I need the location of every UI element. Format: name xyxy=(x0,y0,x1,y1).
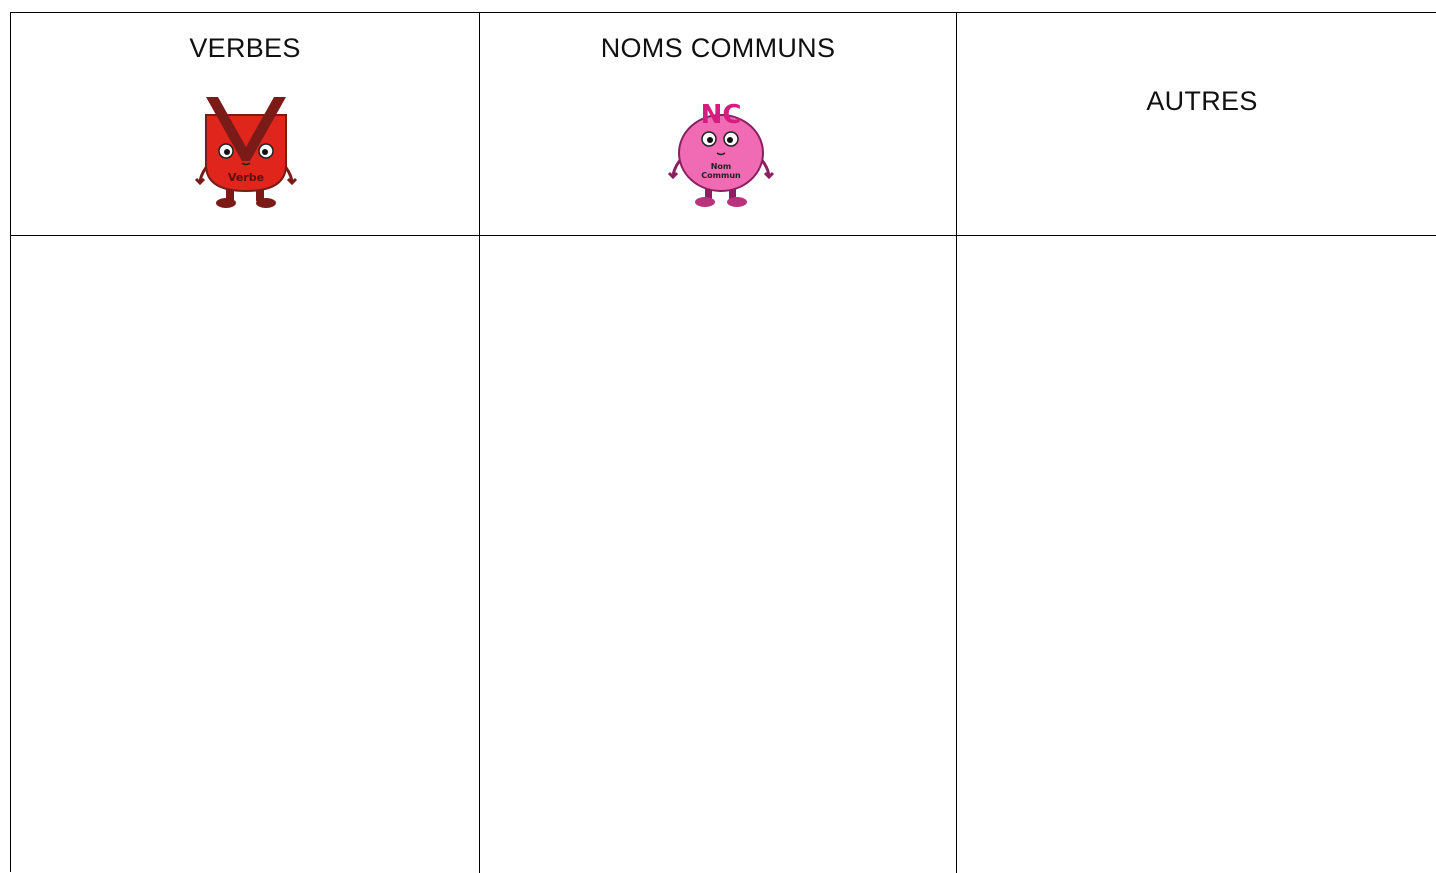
autres-answer-cell[interactable] xyxy=(957,236,1436,873)
column-heading-verbes: VERBES xyxy=(189,33,301,63)
verbe-badge-text: Verbe xyxy=(227,171,265,184)
nom-badge-line1: Nom xyxy=(710,162,732,171)
column-heading-noms-communs: NOMS COMMUNS xyxy=(600,33,836,63)
column-heading-autres: AUTRES xyxy=(1146,86,1258,116)
nom-commun-mascot-icon xyxy=(663,93,779,213)
nom-commun-letters: NC xyxy=(700,100,742,130)
sorting-table xyxy=(10,12,1436,872)
noms-communs-answer-cell[interactable] xyxy=(480,236,956,873)
verbe-mascot-icon xyxy=(188,93,304,213)
verbes-answer-cell[interactable] xyxy=(11,236,479,873)
nom-badge-line2: Commun xyxy=(701,171,741,180)
